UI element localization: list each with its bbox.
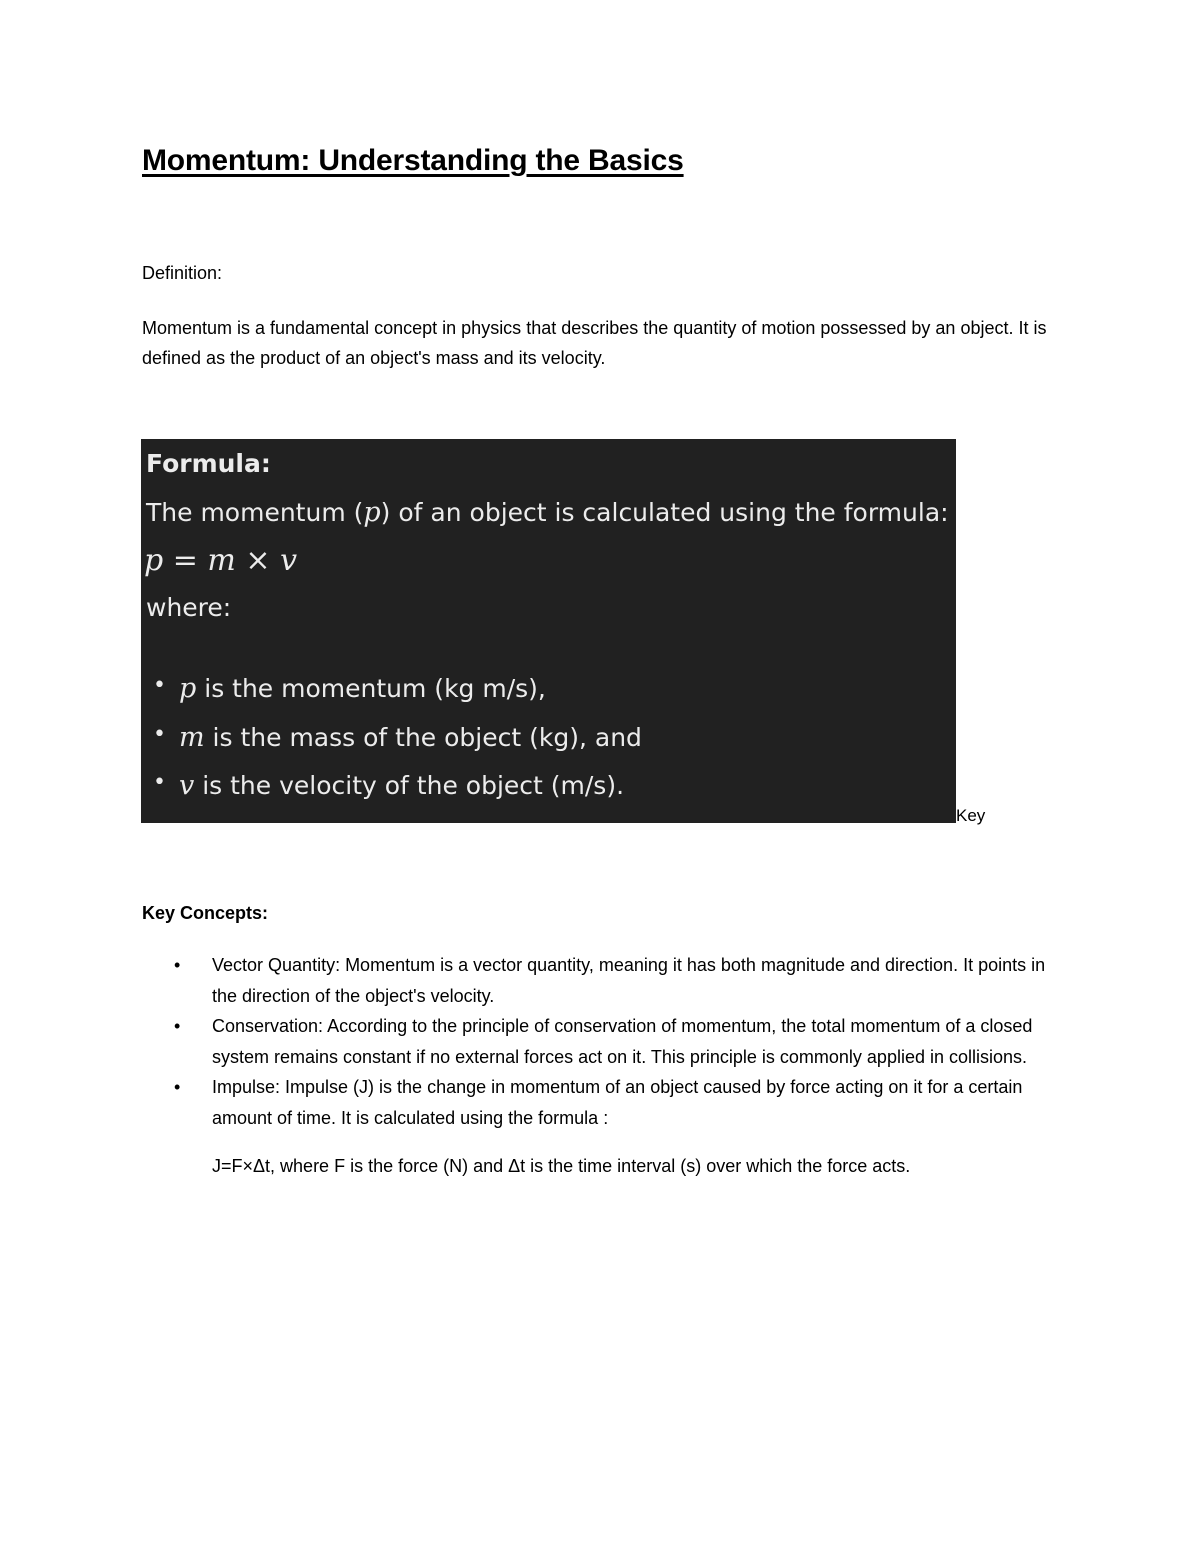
momentum-equation: p = m × v	[144, 543, 298, 578]
variable-description: is the momentum (kg m/s),	[196, 674, 546, 703]
page-title: Momentum: Understanding the Basics	[142, 144, 684, 177]
key-concepts-list	[142, 950, 1072, 1182]
concept-text: Vector Quantity: Momentum is a vector quantity, meaning it has both magnitude and direction. It points in the direction of the object's velocity.	[212, 955, 1046, 1006]
concept-item-impulse	[142, 1072, 1072, 1182]
variable-list	[151, 673, 642, 819]
formula-intro	[146, 497, 949, 528]
variable-item-p	[151, 673, 642, 722]
formula-intro-after: ) of an object is calculated using the formula:	[380, 498, 949, 527]
definition-heading: Definition:	[142, 263, 223, 283]
impulse-formula: J=F×Δt, where F is the force (N) and Δt is the time interval (s) over which the force acts.	[212, 1156, 911, 1176]
bullet-icon: •	[174, 1016, 181, 1036]
concept-item-vector	[142, 950, 1072, 1011]
bullet-icon: •	[174, 1077, 181, 1097]
variable-item-m	[151, 722, 642, 771]
variable-symbol: m	[179, 721, 205, 753]
definition-paragraph: Momentum is a fundamental concept in physics that describes the quantity of motion possessed by an object. It is defined as the product of an object's mass and its velocity.	[142, 318, 1047, 368]
formula-intro-before: The momentum (	[146, 498, 364, 527]
concept-text: Conservation: According to the principle of conservation of momentum, the total momentum of a closed system remains constant if no external forces act on it. This principle is commonly applied in collisions.	[212, 1016, 1033, 1067]
stray-key-text: Key	[956, 806, 986, 825]
variable-symbol: v	[179, 770, 195, 801]
variable-description: is the mass of the object (kg), and	[204, 722, 642, 752]
concept-item-conservation	[142, 1011, 1072, 1072]
concept-text: Impulse: Impulse (J) is the change in momentum of an object caused by force acting on it for a certain amount of time. It is calculated using the formula :	[212, 1077, 1023, 1128]
key-concepts-heading: Key Concepts:	[142, 903, 269, 923]
formula-image	[141, 439, 956, 823]
bullet-icon: •	[153, 673, 166, 698]
bullet-icon: •	[153, 770, 166, 795]
variable-item-v	[151, 770, 642, 819]
formula-intro-variable: p	[363, 497, 381, 528]
variable-symbol: p	[179, 673, 197, 704]
bullet-icon: •	[153, 721, 166, 747]
formula-where: where:	[146, 593, 232, 622]
bullet-icon: •	[174, 955, 181, 975]
variable-description: is the velocity of the object (m/s).	[194, 771, 625, 800]
formula-heading: Formula:	[146, 449, 271, 478]
